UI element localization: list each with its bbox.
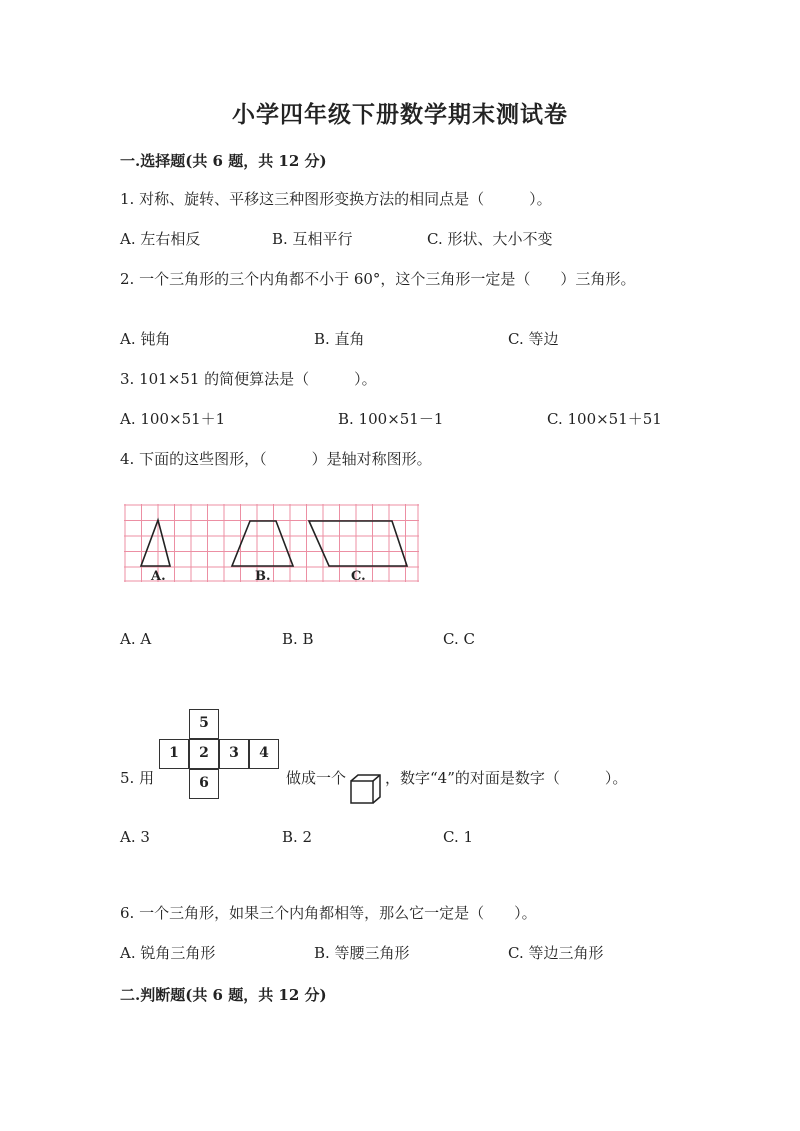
trapezoid-shape-b [232, 521, 293, 566]
net-cell: 1 [159, 739, 189, 769]
q2-option-b: B. 直角 [314, 330, 365, 348]
question-6: 6. 一个三角形，如果三个内角都相等，那么它一定是（ ）。 [120, 904, 537, 922]
shapes-grid-figure [124, 504, 420, 584]
q6-option-a: A. 锐角三角形 [120, 944, 216, 962]
q1-option-a: A. 左右相反 [120, 230, 201, 248]
question-2: 2. 一个三角形的三个内角都不小于 60°，这个三角形一定是（ ）三角形。 [120, 270, 636, 288]
parallelogram-shape-c [309, 521, 407, 566]
question-5-middle: 做成一个 [286, 769, 347, 787]
q4-option-b: B. B [282, 630, 314, 648]
section-heading-choice: 一.选择题(共 6 题，共 12 分) [120, 152, 327, 170]
cube-icon [349, 773, 383, 805]
shape-label-b: B. [255, 569, 271, 584]
cube-net-figure [159, 709, 283, 801]
q5-option-b: B. 2 [282, 828, 313, 846]
q2-option-a: A. 钝角 [120, 330, 171, 348]
q5-option-a: A. 3 [120, 828, 150, 846]
q2-option-c: C. 等边 [508, 330, 559, 348]
question-1: 1. 对称、旋转、平移这三种图形变换方法的相同点是（ ）。 [120, 190, 552, 208]
q3-option-b: B. 100×51－1 [338, 410, 444, 428]
pink-grid [124, 504, 419, 582]
net-cell: 3 [219, 739, 249, 769]
shape-label-a: A. [151, 569, 166, 584]
q3-option-c: C. 100×51＋51 [547, 410, 662, 428]
net-cell: 4 [249, 739, 279, 769]
net-cell: 2 [189, 739, 219, 769]
question-5-suffix: ，数字“4”的对面是数字（ ）。 [385, 769, 628, 787]
question-5-prefix: 5. 用 [120, 769, 155, 787]
q6-option-b: B. 等腰三角形 [314, 944, 410, 962]
q3-option-a: A. 100×51＋1 [120, 410, 226, 428]
question-4: 4. 下面的这些图形，（ ）是轴对称图形。 [120, 450, 432, 468]
q1-option-c: C. 形状、大小不变 [427, 230, 553, 248]
section-heading-judgement: 二.判断题(共 6 题，共 12 分) [120, 986, 327, 1004]
q4-option-c: C. C [443, 630, 475, 648]
net-cell: 6 [189, 769, 219, 799]
q5-option-c: C. 1 [443, 828, 474, 846]
triangle-shape-a [141, 520, 170, 566]
net-cell: 5 [189, 709, 219, 739]
q1-option-b: B. 互相平行 [272, 230, 353, 248]
shape-label-c: C. [351, 569, 366, 584]
page-title: 小学四年级下册数学期末测试卷 [232, 101, 568, 128]
q6-option-c: C. 等边三角形 [508, 944, 604, 962]
question-3: 3. 101×51 的简便算法是（ ）。 [120, 370, 377, 388]
q4-option-a: A. A [120, 630, 152, 648]
